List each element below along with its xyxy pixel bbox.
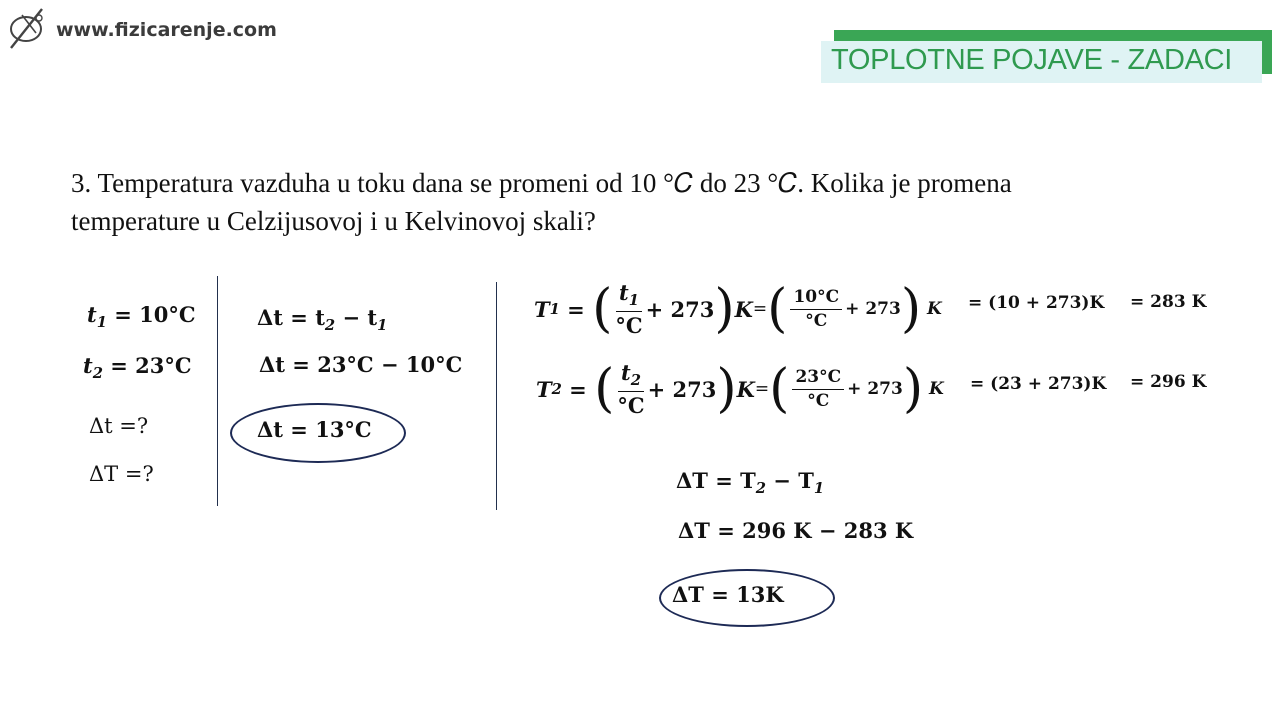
kelvin-difference-result: ΔT = 13K [672,582,784,607]
kelvin-T1-sum: = (10 + 273)K [968,293,1105,313]
celsius-result: Δt = 13°C [257,417,372,442]
kelvin-difference-formula: $\Delta T = T_2 - T_1$ [676,468,825,498]
celsius-substitution: Δt = 23°C − 10°C [259,352,463,377]
section-title: TOPLOTNE POJAVE - ZADACI [831,44,1233,76]
problem-text-line-2: temperature u Celzijusovoj i u Kelvinovoj skali? [71,206,596,236]
unknown-dt: Δt =? [89,414,149,438]
column-divider [217,276,218,506]
problem-text-line-1: 3. Temperatura vazduha u toku dana se promeni od 10 °𝐶 do 23 °𝐶. Kolika je promena [71,168,1012,198]
site-url-link[interactable]: www.fizicarenje.com [56,19,277,41]
kelvin-T1-equation: T 1 = ( $\frac{t_1}{^\circ C}$ + 273 ) K = ( $\frac{10^\circ C}{^\circ C}$ + 273 ) K [534,279,942,339]
site-logo-icon [6,6,52,56]
kelvin-T2-result: = 296 K [1130,372,1207,392]
kelvin-difference-substitution: ΔT = 296 K − 283 K [678,518,914,543]
column-divider [496,282,497,510]
celsius-formula: $\Delta t = t_2 - t_1$ [257,305,388,335]
given-t2: $t_2 = 23^\circ C$ [83,353,192,383]
given-t1: $t_1 = 10^\circ C$ [87,302,196,332]
unknown-dT: ΔT =? [89,462,154,486]
kelvin-T2-sum: = (23 + 273)K [970,374,1107,394]
kelvin-T1-result: = 283 K [1130,292,1207,312]
kelvin-T2-equation: T 2 = ( $\frac{t_2}{^\circ C}$ + 273 ) K = ( $\frac{23^\circ C}{^\circ C}$ + 273 ) K [536,359,944,419]
